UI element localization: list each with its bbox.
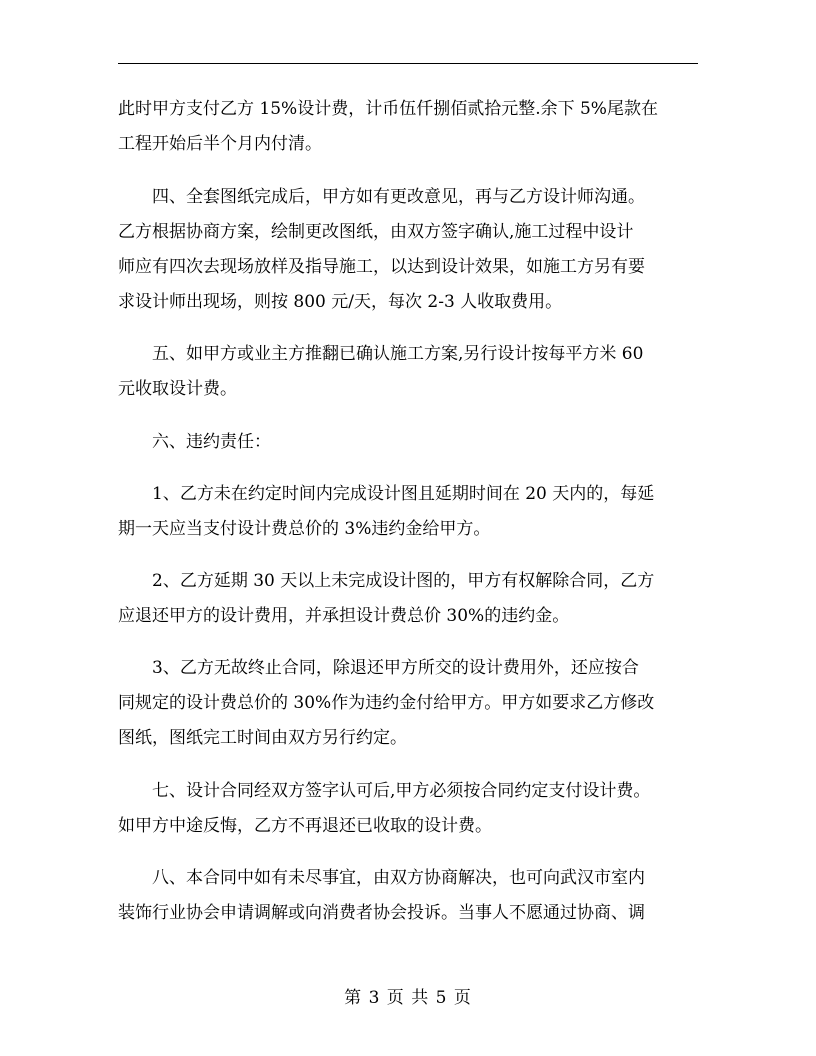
header-rule	[118, 63, 698, 64]
paragraph-clause-5	[118, 337, 698, 407]
paragraph-line: 七、设计合同经双方签字认可后,甲方必须按合同约定支付设计费。	[118, 781, 651, 801]
paragraph-line: 八、本合同中如有未尽事宜，由双方协商解决，也可向武汉市室内	[118, 868, 645, 888]
paragraph-line: 此时甲方支付乙方 15%设计费，计币伍仟捌佰贰拾元整.余下 5%尾款在	[118, 99, 658, 119]
paragraph-line: 求设计师出现场，则按 800 元/天，每次 2-3 人收取费用。	[118, 292, 563, 312]
paragraph-line: 2、乙方延期 30 天以上未完成设计图的，甲方有权解除合同，乙方	[118, 571, 655, 591]
page-indicator: 第 3 页 共 5 页	[344, 988, 472, 1008]
paragraph-line: 3、乙方无故终止合同，除退还甲方所交的设计费用外，还应按合	[118, 658, 639, 678]
paragraph-line: 装饰行业协会申请调解或向消费者协会投诉。当事人不愿通过协商、调	[118, 903, 645, 923]
paragraph-line: 应退还甲方的设计费用，并承担设计费总价 30%的违约金。	[118, 606, 570, 626]
paragraph-line: 同规定的设计费总价的 30%作为违约金付给甲方。甲方如要求乙方修改	[118, 693, 655, 713]
paragraph-clause-6-1	[118, 477, 698, 547]
paragraph-line: 六、违约责任：	[118, 432, 271, 452]
paragraph-line: 乙方根据协商方案，绘制更改图纸，由双方签字确认,施工过程中设计	[118, 222, 634, 242]
paragraph-line: 工程开始后半个月内付清。	[118, 134, 322, 154]
paragraph-clause-6-2	[118, 564, 698, 634]
paragraph-line: 期一天应当支付设计费总价的 3%违约金给甲方。	[118, 519, 491, 539]
paragraph-clause-7	[118, 774, 698, 844]
paragraph-line: 1、乙方未在约定时间内完成设计图且延期时间在 20 天内的，每延	[118, 484, 655, 504]
paragraph-line: 师应有四次去现场放样及指导施工，以达到设计效果，如施工方另有要	[118, 257, 645, 277]
paragraph-line: 五、如甲方或业主方推翻已确认施工方案,另行设计按每平方米 60	[118, 344, 644, 364]
paragraph-clause-6-3	[118, 651, 698, 756]
paragraph-clause-6-heading	[118, 425, 698, 460]
document-body	[118, 92, 698, 931]
paragraph-line: 如甲方中途反悔，乙方不再退还已收取的设计费。	[118, 816, 492, 836]
paragraph-line: 四、全套图纸完成后，甲方如有更改意见，再与乙方设计师沟通。	[118, 187, 645, 207]
paragraph-payment-continuation	[118, 92, 698, 162]
paragraph-clause-4	[118, 180, 698, 320]
paragraph-line: 元收取设计费。	[118, 379, 237, 399]
paragraph-line: 图纸，图纸完工时间由双方另行约定。	[118, 728, 407, 748]
paragraph-clause-8	[118, 861, 698, 931]
